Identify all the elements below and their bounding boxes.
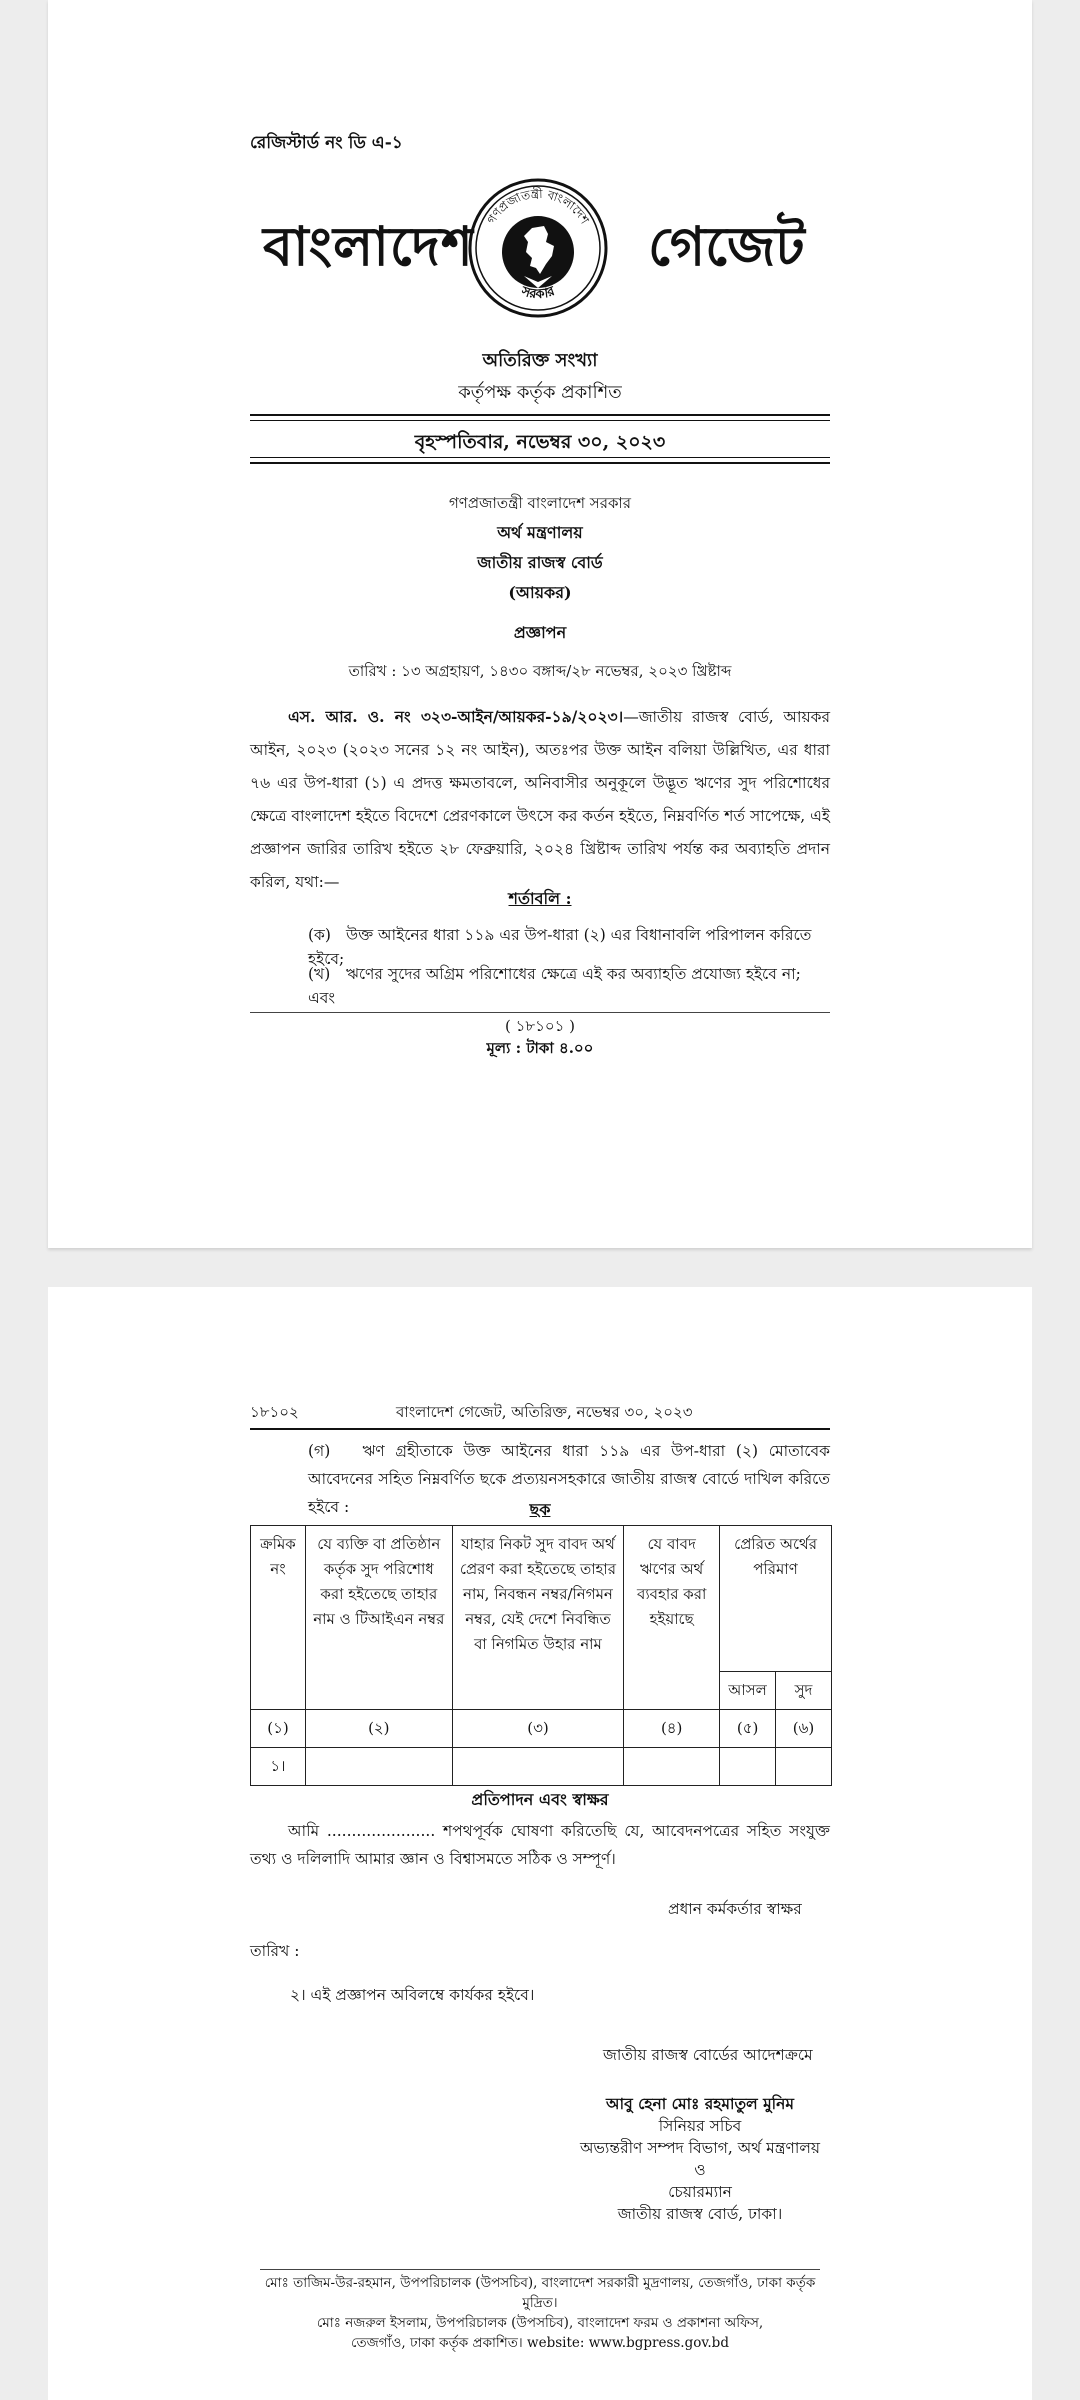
divider [250,457,830,458]
condition-label: (খ) [308,965,331,983]
table-header: যাহার নিকট সুদ বাবদ অর্থ প্রেরণ করা হইতেছে তাহার নাম, নিবন্ধন নম্বর/নিগমন নম্বর, যেই দেশে নিবন্ধিত বা নিগমিত উহার নাম [452,1526,624,1710]
signatory-name: আবু হেনা মোঃ রহমাতুল মুনিম [606,2094,794,2113]
seal-top-text: গণপ্রজাতন্ত্রী বাংলাদেশ [484,186,592,227]
issue-date: বৃহস্পতিবার, নভেম্বর ৩০, ২০২৩ [414,431,666,453]
sro-number: এস. আর. ও. নং ৩২৩-আইন/আয়কর-১৯/২০২৩। [288,707,624,726]
conditions-title: শর্তাবলি : [508,889,572,908]
condition-label: (ক) [308,926,331,944]
signatory-office: জাতীয় রাজস্ব বোর্ড, ঢাকা। [617,2205,783,2223]
cfo-signature: প্রধান কর্মকর্তার স্বাক্ষর [668,1900,802,1918]
table-cell [305,1748,452,1786]
table-cell [624,1748,720,1786]
seal-bottom-text: সরকার [519,284,557,303]
gazette-title-right: গেজেট [648,214,805,278]
form-title: ছক [529,1500,551,1519]
bangladesh-map-emblem-icon [466,176,610,320]
signatory-block [568,2093,832,2225]
signatory-title: সিনিয়র সচিব [658,2117,742,2135]
gazette-page-1 [48,0,1032,1248]
divider [250,1428,830,1430]
table-header: যে ব্যক্তি বা প্রতিষ্ঠান কর্তৃক সুদ পরিশোধ করা হইতেছে তাহার নাম ও টিআইএন নম্বর [305,1526,452,1710]
divider [260,2269,820,2270]
table-row [251,1710,832,1748]
divider [250,1012,830,1013]
table-cell: (৬) [776,1710,832,1748]
table-cell [452,1748,624,1786]
table-cell: (৩) [452,1710,624,1748]
wing-name: (আয়কর) [508,583,572,602]
gazette-title-left: বাংলাদেশ [263,214,474,278]
table-subheader: সুদ [776,1672,832,1710]
notification-text: —জাতীয় রাজস্ব বোর্ড, আয়কর আইন, ২০২৩ (২০২৩ সনের ১২ নং আইন), অতঃপর উক্ত আইন বলিয়া উল্লিখিত, এর ধারা ৭৬ এর উপ-ধারা (১) এ প্রদত্ত ক্ষমতাবলে, অনিবাসীর অনুকূলে উদ্ভূত ঋণের সুদ পরিশোধের ক্ষেত্রে বাংলাদেশ হইতে বিদেশে প্রেরণকালে উৎসে কর কর্তন হইতে, নিম্নবর্ণিত শর্ত সাপেক্ষে, এই প্রজ্ঞাপন জারির তারিখ হইতে ২৮ ফেব্রুয়ারি, ২০২৪ খ্রিষ্টাব্দ তারিখ পর্যন্ত কর অব্যাহতি প্রদান করিল, যথা:— [250,708,830,891]
divider [250,414,830,416]
page-number: ১৮১০২ [250,1403,299,1421]
divider [250,462,830,464]
table-cell: ১। [251,1748,306,1786]
signatory-chairman: চেয়ারম্যান [668,2183,732,2201]
registration-number: রেজিস্টার্ড নং ডি এ-১ [250,133,403,153]
by-order: জাতীয় রাজস্ব বোর্ডের আদেশক্রমে [603,2046,813,2064]
signatory-and: ও [694,2161,706,2179]
board-name: জাতীয় রাজস্ব বোর্ড [477,553,603,572]
table-header: প্রেরিত অর্থের পরিমাণ [720,1526,832,1672]
running-header [250,1401,830,1426]
table-cell [720,1748,776,1786]
notification-heading: প্রজ্ঞাপন [513,623,567,642]
date-label: তারিখ : [250,1942,300,1960]
ministry-name: অর্থ মন্ত্রণালয় [497,523,583,542]
extra-issue: অতিরিক্ত সংখ্যা [482,350,598,371]
footer-line: মোঃ নজরুল ইসলাম, উপপরিচালক (উপসচিব), বাংলাদেশ ফরম ও প্রকাশনা অফিস, [316,2315,764,2331]
form-table-wrapper [250,1525,832,1786]
notification-body [250,700,830,899]
table-cell: (৫) [720,1710,776,1748]
condition-text: ঋণ গ্রহীতাকে উক্ত আইনের ধারা ১১৯ এর উপ-ধারা (২) মোতাবেক আবেদনের সহিত নিম্নবর্ণিত ছকে প্রত্যয়নসহকারে জাতীয় রাজস্ব বোর্ডে দাখিল করিতে হইবে : [308,1442,830,1516]
table-subheader: আসল [720,1672,776,1710]
footer-line: মোঃ তাজিম-উর-রহমান, উপপরিচালক (উপসচিব), বাংলাদেশ সরকারী মুদ্রণালয়, তেজগাঁও, ঢাকা কর্তৃক মুদ্রিত। [264,2275,816,2311]
table-header: ক্রমিক নং [251,1526,306,1710]
table-row [251,1748,832,1786]
published-by: কর্তৃপক্ষ কর্তৃক প্রকাশিত [458,382,622,403]
condition-kha [308,962,830,1010]
condition-text: উক্ত আইনের ধারা ১১৯ এর উপ-ধারা (২) এর বিধানাবলি পরিপালন করিতে হইবে; [308,926,812,968]
condition-label: (গ) [308,1442,331,1460]
government-name: গণপ্রজাতন্ত্রী বাংলাদেশ সরকার [448,494,632,512]
form-table [250,1525,832,1786]
clause-2: ২। এই প্রজ্ঞাপন অবিলম্বে কার্যকর হইবে। [290,1986,535,2004]
condition-text: ঋণের সুদের অগ্রিম পরিশোধের ক্ষেত্রে এই কর অব্যাহতি প্রযোজ্য হইবে না; এবং [308,965,801,1007]
table-cell: (৪) [624,1710,720,1748]
government-seal [466,176,610,320]
footer-line: তেজগাঁও, ঢাকা কর্তৃক প্রকাশিত। website: www.bgpress.gov.bd [351,2335,729,2351]
declaration-title: প্রতিপাদন এবং স্বাক্ষর [471,1790,609,1809]
gazette-page-2 [48,1287,1032,2400]
footer [250,2273,830,2353]
price: মূল্য : টাকা ৪.০০ [486,1039,594,1057]
divider [250,420,830,421]
page-number: ( ১৮১০১ ) [505,1017,575,1035]
table-header: যে বাবদ ঋণের অর্থ ব্যবহার করা হইয়াছে [624,1526,720,1710]
table-cell: (১) [251,1710,306,1748]
table-cell [776,1748,832,1786]
table-cell: (২) [305,1710,452,1748]
header-title: বাংলাদেশ গেজেট, অতিরিক্ত, নভেম্বর ৩০, ২০২৩ [396,1403,693,1421]
signatory-division: অভ্যন্তরীণ সম্পদ বিভাগ, অর্থ মন্ত্রণালয় [579,2139,821,2157]
notification-date: তারিখ : ১৩ অগ্রহায়ণ, ১৪৩০ বঙ্গাব্দ/২৮ নভেম্বর, ২০২৩ খ্রিষ্টাব্দ [348,662,732,680]
declaration-body: আমি ...................... শপথপূর্বক ঘোষণা করিতেছি যে, আবেদনপত্রের সহিত সংযুক্ত তথ্য ও দলিলাদি আমার জ্ঞান ও বিশ্বাসমতে সঠিক ও সম্পূর্ণ। [250,1822,830,1868]
declaration-text [250,1817,830,1873]
